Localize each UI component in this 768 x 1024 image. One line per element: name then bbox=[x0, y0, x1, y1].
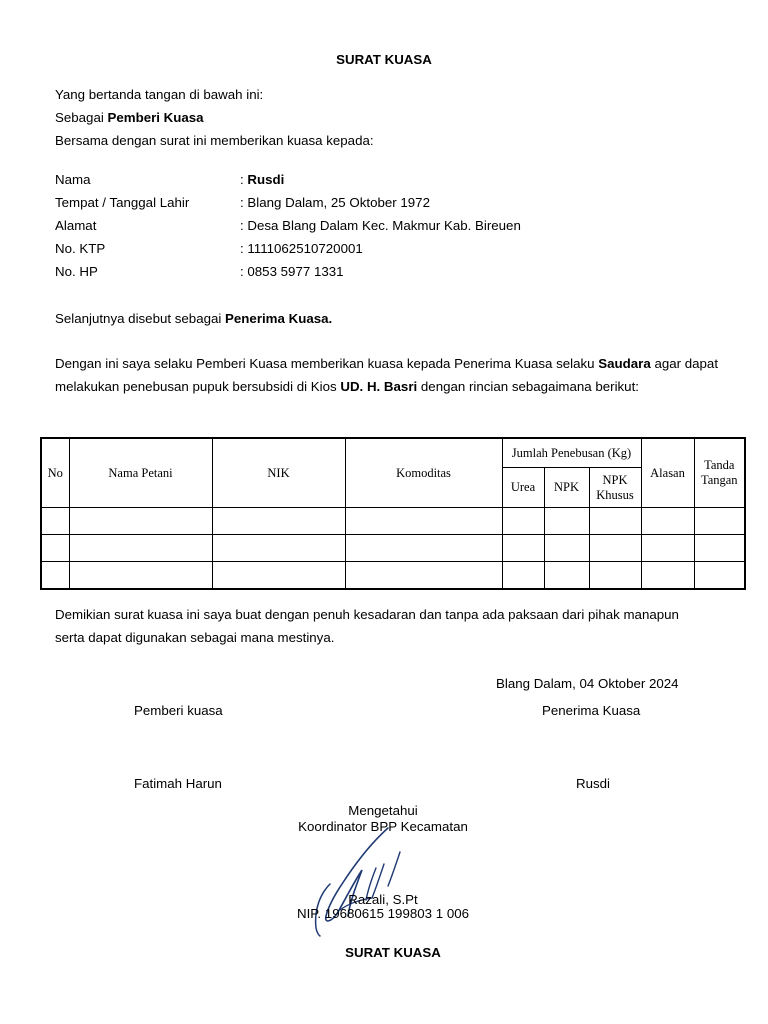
field-colon: : bbox=[240, 264, 248, 279]
field-value-hp-text: 0853 5977 1331 bbox=[247, 264, 344, 279]
field-value-nama-text: Rusdi bbox=[247, 172, 285, 187]
field-value-nama bbox=[240, 172, 284, 187]
field-label-nama: Nama bbox=[55, 172, 91, 187]
giver-name: Fatimah Harun bbox=[134, 776, 222, 791]
field-label-ttl: Tempat / Tanggal Lahir bbox=[55, 195, 190, 210]
table-cell bbox=[641, 562, 694, 590]
handwritten-signature bbox=[300, 824, 420, 939]
body-bold-kios: UD. H. Basri bbox=[340, 379, 418, 394]
field-label-alamat: Alamat bbox=[55, 218, 97, 233]
table-cell bbox=[544, 535, 589, 562]
receiver-designation bbox=[55, 311, 332, 326]
field-colon: : bbox=[240, 195, 248, 210]
table-cell bbox=[694, 535, 745, 562]
table-cell bbox=[589, 562, 641, 590]
table-cell bbox=[345, 562, 502, 590]
field-label-hp: No. HP bbox=[55, 264, 98, 279]
table-header-nik: NIK bbox=[212, 438, 345, 508]
table-cell bbox=[345, 535, 502, 562]
table-cell bbox=[544, 562, 589, 590]
table-row bbox=[41, 562, 745, 590]
field-value-ktp-text: 1111062510720001 bbox=[247, 241, 363, 256]
body-paragraph bbox=[55, 352, 735, 398]
field-colon: : bbox=[240, 218, 248, 233]
table-cell bbox=[212, 562, 345, 590]
body-bold-saudara: Saudara bbox=[598, 356, 651, 371]
official-nip: NIP. 19680615 199803 1 006 bbox=[296, 906, 470, 921]
table-header-komoditas: Komoditas bbox=[345, 438, 502, 508]
table-header-tanda-tangan-line1: Tanda bbox=[704, 458, 735, 472]
table-cell bbox=[41, 508, 69, 535]
table-cell bbox=[589, 508, 641, 535]
receiver-designation-prefix: Selanjutnya disebut sebagai bbox=[55, 311, 226, 326]
table-cell bbox=[694, 562, 745, 590]
intro-line-1: Yang bertanda tangan di bawah ini: bbox=[55, 87, 264, 102]
table-cell bbox=[544, 508, 589, 535]
coordinator-title: Koordinator BPP Kecamatan bbox=[298, 819, 468, 834]
table-header-no: No bbox=[41, 438, 69, 508]
field-value-alamat bbox=[240, 218, 521, 233]
table-header-jumlah-penebusan: Jumlah Penebusan (Kg) bbox=[502, 438, 641, 468]
table-cell bbox=[641, 535, 694, 562]
table-cell bbox=[589, 535, 641, 562]
document-title: SURAT KUASA bbox=[336, 52, 432, 67]
table-header-tanda-tangan bbox=[694, 438, 745, 508]
table-cell bbox=[41, 562, 69, 590]
table-header-nama-petani: Nama Petani bbox=[69, 438, 212, 508]
field-value-hp bbox=[240, 264, 344, 279]
field-value-ttl bbox=[240, 195, 430, 210]
field-value-alamat-text: Desa Blang Dalam Kec. Makmur Kab. Bireuen bbox=[247, 218, 521, 233]
intro-line-2-bold: Pemberi Kuasa bbox=[107, 110, 204, 125]
table-cell bbox=[69, 508, 212, 535]
giver-label: Pemberi kuasa bbox=[134, 703, 223, 718]
body-text-1: Dengan ini saya selaku Pemberi Kuasa memberikan kuasa kepada Penerima Kuasa selaku bbox=[55, 356, 599, 371]
receiver-name: Rusdi bbox=[576, 776, 610, 791]
intro-line-3: Bersama dengan surat ini memberikan kuasa kepada: bbox=[55, 133, 374, 148]
field-colon: : bbox=[240, 172, 248, 187]
table-header-npk-khusus-line2: Khusus bbox=[596, 487, 634, 502]
field-colon: : bbox=[240, 241, 248, 256]
table-cell bbox=[694, 508, 745, 535]
table-header-tanda-tangan-line2: Tangan bbox=[700, 473, 738, 487]
table-row bbox=[41, 508, 745, 535]
body-text-3: dengan rincian sebagaimana berikut: bbox=[417, 379, 639, 394]
closing-line-2: serta dapat digunakan sebagai mana mestinya. bbox=[55, 630, 335, 645]
table-cell bbox=[502, 535, 544, 562]
table-header-alasan: Alasan bbox=[641, 438, 694, 508]
field-value-ktp bbox=[240, 241, 363, 256]
table-header-npk-khusus-line1: NPK bbox=[602, 472, 628, 487]
table-cell bbox=[345, 508, 502, 535]
table-cell bbox=[502, 508, 544, 535]
field-label-ktp: No. KTP bbox=[55, 241, 106, 256]
table-cell bbox=[502, 562, 544, 590]
table-cell bbox=[212, 535, 345, 562]
place-date: Blang Dalam, 04 Oktober 2024 bbox=[496, 676, 679, 691]
official-name: Razali, S.Pt bbox=[348, 892, 418, 907]
table-header-npk-khusus bbox=[589, 468, 641, 508]
table-cell bbox=[212, 508, 345, 535]
intro-line-2 bbox=[55, 110, 204, 125]
document-title-bottom: SURAT KUASA bbox=[345, 945, 441, 960]
table-row bbox=[41, 535, 745, 562]
body-text-2: agar dapat melakukan penebusan pupuk bersubsidi di Kios bbox=[55, 356, 719, 394]
table-cell bbox=[69, 535, 212, 562]
table-cell bbox=[641, 508, 694, 535]
table-cell bbox=[69, 562, 212, 590]
fertilizer-table bbox=[40, 437, 746, 590]
receiver-label: Penerima Kuasa bbox=[542, 703, 641, 718]
table-cell bbox=[41, 535, 69, 562]
field-value-ttl-text: Blang Dalam, 25 Oktober 1972 bbox=[247, 195, 430, 210]
intro-line-2-prefix: Sebagai bbox=[55, 110, 108, 125]
table-header-urea: Urea bbox=[502, 468, 544, 508]
closing-line-1: Demikian surat kuasa ini saya buat dengan penuh kesadaran dan tanpa ada paksaan dari pihak manapun bbox=[55, 607, 679, 622]
acknowledge-label: Mengetahui bbox=[348, 803, 418, 818]
table-header-npk: NPK bbox=[544, 468, 589, 508]
receiver-designation-bold: Penerima Kuasa. bbox=[225, 311, 333, 326]
